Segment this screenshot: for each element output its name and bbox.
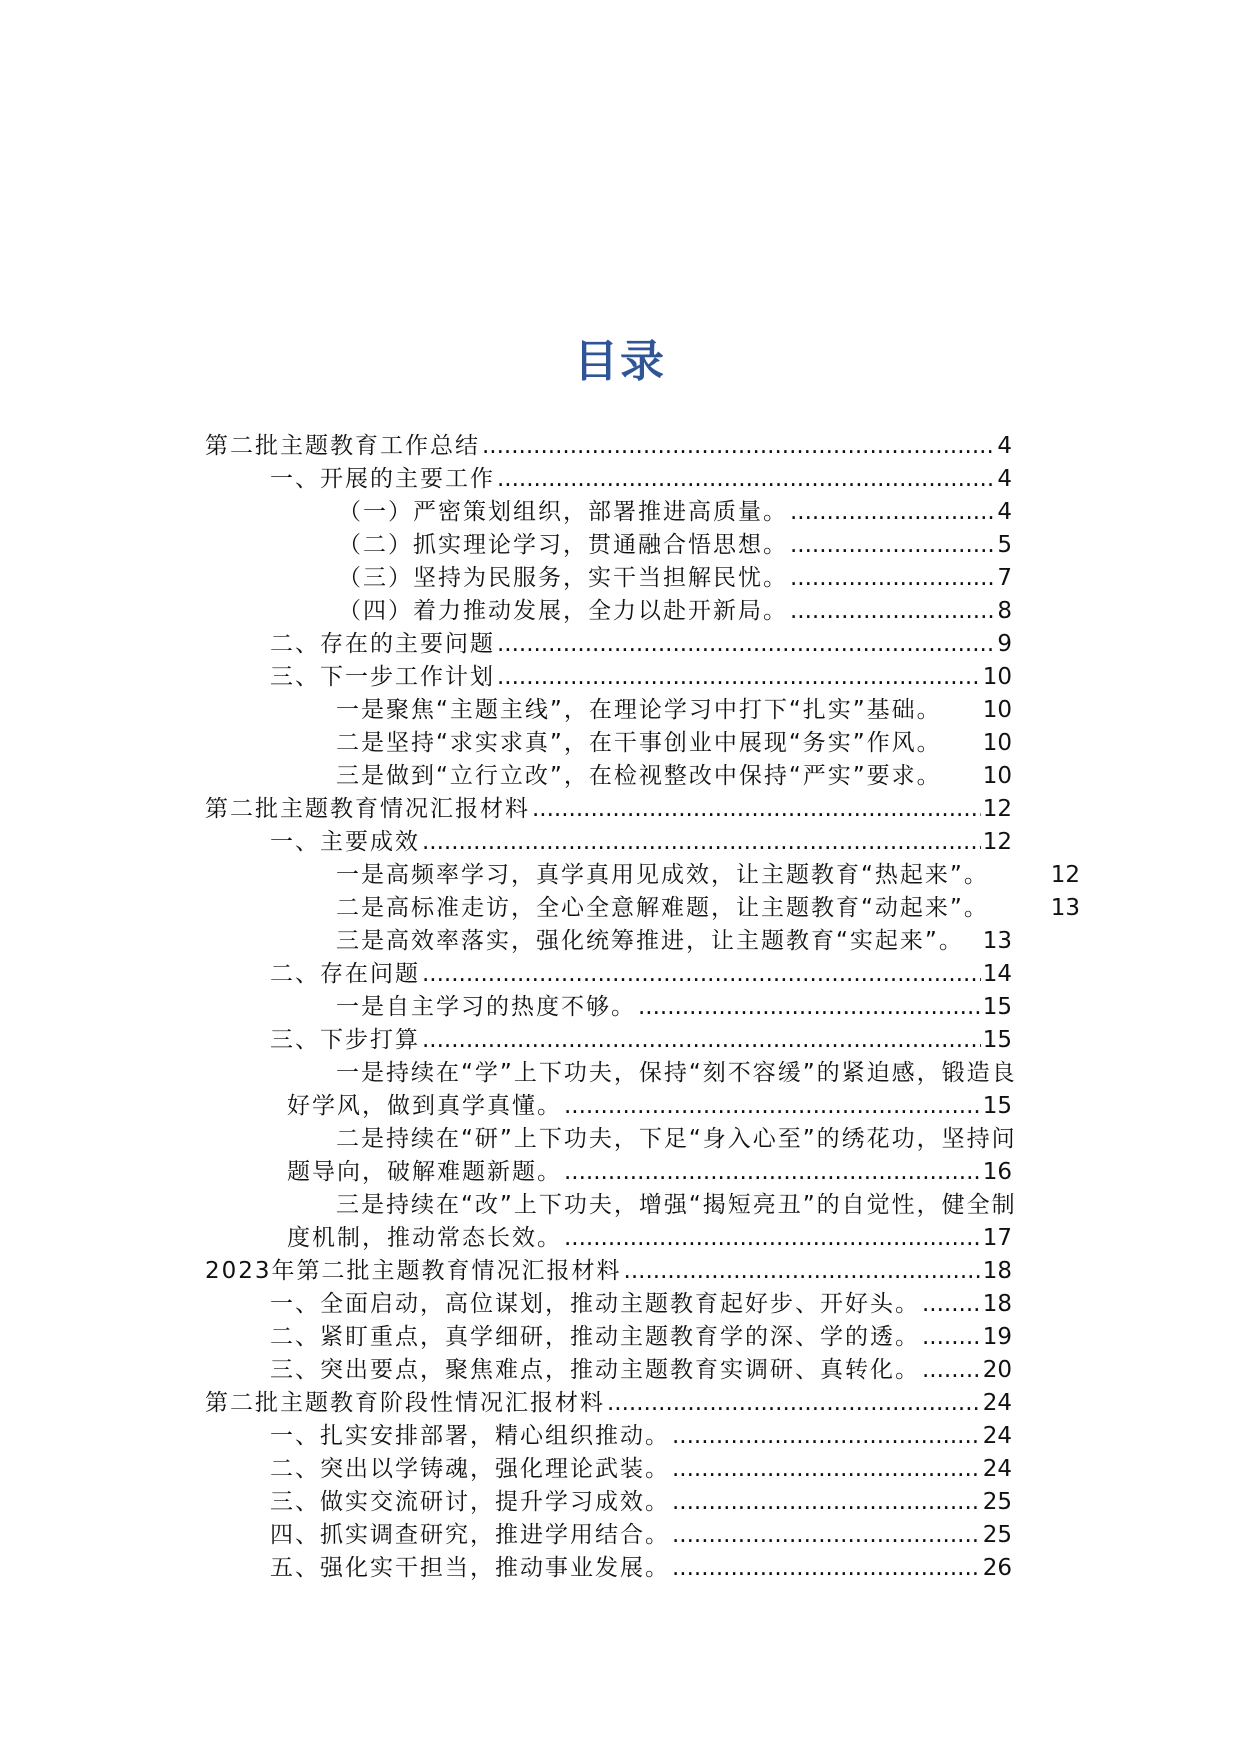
toc-entry[interactable] [338, 562, 1012, 595]
toc-entry[interactable] [205, 1255, 1012, 1288]
toc-entry-page: 16 [982, 1159, 1012, 1185]
toc-entry-page: 19 [982, 1324, 1012, 1350]
toc-entry-text: 一、全面启动，高位谋划，推动主题教育起好步、开好头。 [270, 1291, 920, 1317]
toc-entry-page: 24 [982, 1456, 1012, 1482]
toc-entry-text: 五、强化实干担当，推动事业发展。 [270, 1555, 670, 1581]
toc-entry-text: 一、开展的主要工作 [270, 466, 495, 492]
toc-entry-text: 三是高效率落实，强化统筹推进，让主题教育“实起来”。 [336, 928, 964, 954]
toc-entry-page: 10 [982, 763, 1012, 789]
toc-entry[interactable] [336, 925, 1012, 958]
toc-entry-text: 三、下一步工作计划 [270, 664, 495, 690]
toc-entry-page: 7 [997, 565, 1012, 591]
toc-entry-page: 18 [982, 1291, 1012, 1317]
toc-entry-text: 四、抓实调查研究，推进学用结合。 [270, 1522, 670, 1548]
toc-entry[interactable] [270, 958, 1012, 991]
toc-entry-page: 14 [982, 961, 1012, 987]
toc-entry[interactable] [205, 1387, 1012, 1420]
toc-entry-text: 二是坚持“求实求真”，在干事创业中展现“务实”作风。 [336, 730, 942, 756]
toc-entry-page: 12 [982, 829, 1012, 855]
toc-entry-page: 15 [982, 1093, 1012, 1119]
toc-entry-text: 第二批主题教育情况汇报材料 [205, 796, 530, 822]
toc-entry-line1[interactable]: 二是持续在“研”上下功夫，下足“身入心至”的绣花功，坚持问 [336, 1126, 1017, 1152]
toc-entry-text: （四）着力推动发展，全力以赴开新局。 [338, 598, 788, 624]
toc-entry[interactable] [270, 1354, 1012, 1387]
toc-entry[interactable] [338, 496, 1012, 529]
toc-entry-page: 4 [997, 466, 1012, 492]
toc-entry-page: 9 [997, 631, 1012, 657]
toc-entry[interactable] [338, 529, 1012, 562]
toc-entry-text: 题导向，破解难题新题。 [287, 1159, 562, 1185]
toc-entry[interactable] [336, 991, 1012, 1024]
toc-entry-page: 10 [982, 664, 1012, 690]
toc-entry-text: 第二批主题教育工作总结 [205, 433, 480, 459]
toc-entry-text: 一是自主学习的热度不够。 [336, 994, 636, 1020]
toc-entry-text: （三）坚持为民服务，实干当担解民忧。 [338, 565, 788, 591]
toc-entry-text: 二、突出以学铸魂，强化理论武装。 [270, 1456, 670, 1482]
toc-entry-text: 一是聚焦“主题主线”，在理论学习中打下“扎实”基础。 [336, 697, 942, 723]
toc-entry[interactable] [270, 661, 1012, 694]
toc-entry-text: 二、紧盯重点，真学细研，推动主题教育学的深、学的透。 [270, 1324, 920, 1350]
toc-entry[interactable] [270, 1453, 1012, 1486]
toc-entry-text: 2023年第二批主题教育情况汇报材料 [205, 1258, 622, 1284]
toc-entry[interactable] [336, 892, 1080, 925]
toc-entry-page: 4 [997, 499, 1012, 525]
toc-entry-page: 13 [1050, 895, 1080, 921]
toc-entry-text: 一、主要成效 [270, 829, 420, 855]
toc-entry-text: 一是高频率学习，真学真用见成效，让主题教育“热起来”。 [336, 862, 989, 888]
toc-entry-page: 24 [982, 1423, 1012, 1449]
toc-entry-line1[interactable]: 三是持续在“改”上下功夫，增强“揭短亮丑”的自觉性，健全制 [336, 1192, 1017, 1218]
toc-entry-page: 13 [982, 928, 1012, 954]
toc-entry-page: 20 [982, 1357, 1012, 1383]
page-title: 目录 [574, 336, 666, 387]
toc-entry-text: 好学风，做到真学真懂。 [287, 1093, 562, 1119]
toc-entry-text: （一）严密策划组织，部署推进高质量。 [338, 499, 788, 525]
toc-entry[interactable] [270, 463, 1012, 496]
toc-entry-page: 12 [982, 796, 1012, 822]
toc-entry[interactable] [205, 430, 1012, 463]
toc-entry[interactable] [270, 826, 1012, 859]
toc-entry-page: 24 [982, 1390, 1012, 1416]
toc-entry-page: 5 [997, 532, 1012, 558]
toc-entry[interactable] [270, 628, 1012, 661]
toc-entry[interactable] [287, 1222, 1012, 1255]
toc-entry-text: 三、做实交流研讨，提升学习成效。 [270, 1489, 670, 1515]
toc-entry-line1[interactable]: 一是持续在“学”上下功夫，保持“刻不容缓”的紧迫感，锻造良 [336, 1060, 1017, 1086]
toc-entry-page: 17 [982, 1225, 1012, 1251]
toc-entry-text: 三是做到“立行立改”，在检视整改中保持“严实”要求。 [336, 763, 942, 789]
toc-entry[interactable] [270, 1486, 1012, 1519]
toc-entry[interactable] [336, 694, 1012, 727]
toc-entry-page: 18 [982, 1258, 1012, 1284]
toc-entry-text: 三、突出要点，聚焦难点，推动主题教育实调研、真转化。 [270, 1357, 920, 1383]
toc-entry-text: 三、下步打算 [270, 1027, 420, 1053]
toc-entry[interactable] [270, 1024, 1012, 1057]
toc-entry[interactable] [205, 793, 1012, 826]
toc-entry-page: 12 [1050, 862, 1080, 888]
toc-entry-page: 10 [982, 730, 1012, 756]
toc-entry-page: 10 [982, 697, 1012, 723]
toc-entry[interactable] [336, 727, 1012, 760]
toc-entry[interactable] [270, 1519, 1012, 1552]
toc-entry[interactable] [270, 1552, 1012, 1585]
toc-entry[interactable] [287, 1156, 1012, 1189]
toc-entry-page: 4 [997, 433, 1012, 459]
toc-entry-text: 二是高标准走访，全心全意解难题，让主题教育“动起来”。 [336, 895, 989, 921]
toc-entry[interactable] [336, 859, 1080, 892]
toc-entry-page: 15 [982, 994, 1012, 1020]
toc-entry[interactable] [338, 595, 1012, 628]
toc-entry[interactable] [270, 1288, 1012, 1321]
toc-entry-page: 25 [982, 1489, 1012, 1515]
toc-entry[interactable] [270, 1321, 1012, 1354]
toc-entry-text: 二、存在问题 [270, 961, 420, 987]
toc-entry[interactable] [287, 1090, 1012, 1123]
toc-entry[interactable] [336, 760, 1012, 793]
toc-entry-text: 度机制，推动常态长效。 [287, 1225, 562, 1251]
toc-entry-text: （二）抓实理论学习，贯通融合悟思想。 [338, 532, 788, 558]
toc-entry-page: 26 [982, 1555, 1012, 1581]
toc-entry[interactable] [270, 1420, 1012, 1453]
toc-entry-page: 8 [997, 598, 1012, 624]
toc-entry-page: 25 [982, 1522, 1012, 1548]
toc-entry-text: 二、存在的主要问题 [270, 631, 495, 657]
toc-entry-text: 一、扎实安排部署，精心组织推动。 [270, 1423, 670, 1449]
toc-entry-page: 15 [982, 1027, 1012, 1053]
toc-entry-text: 第二批主题教育阶段性情况汇报材料 [205, 1390, 605, 1416]
